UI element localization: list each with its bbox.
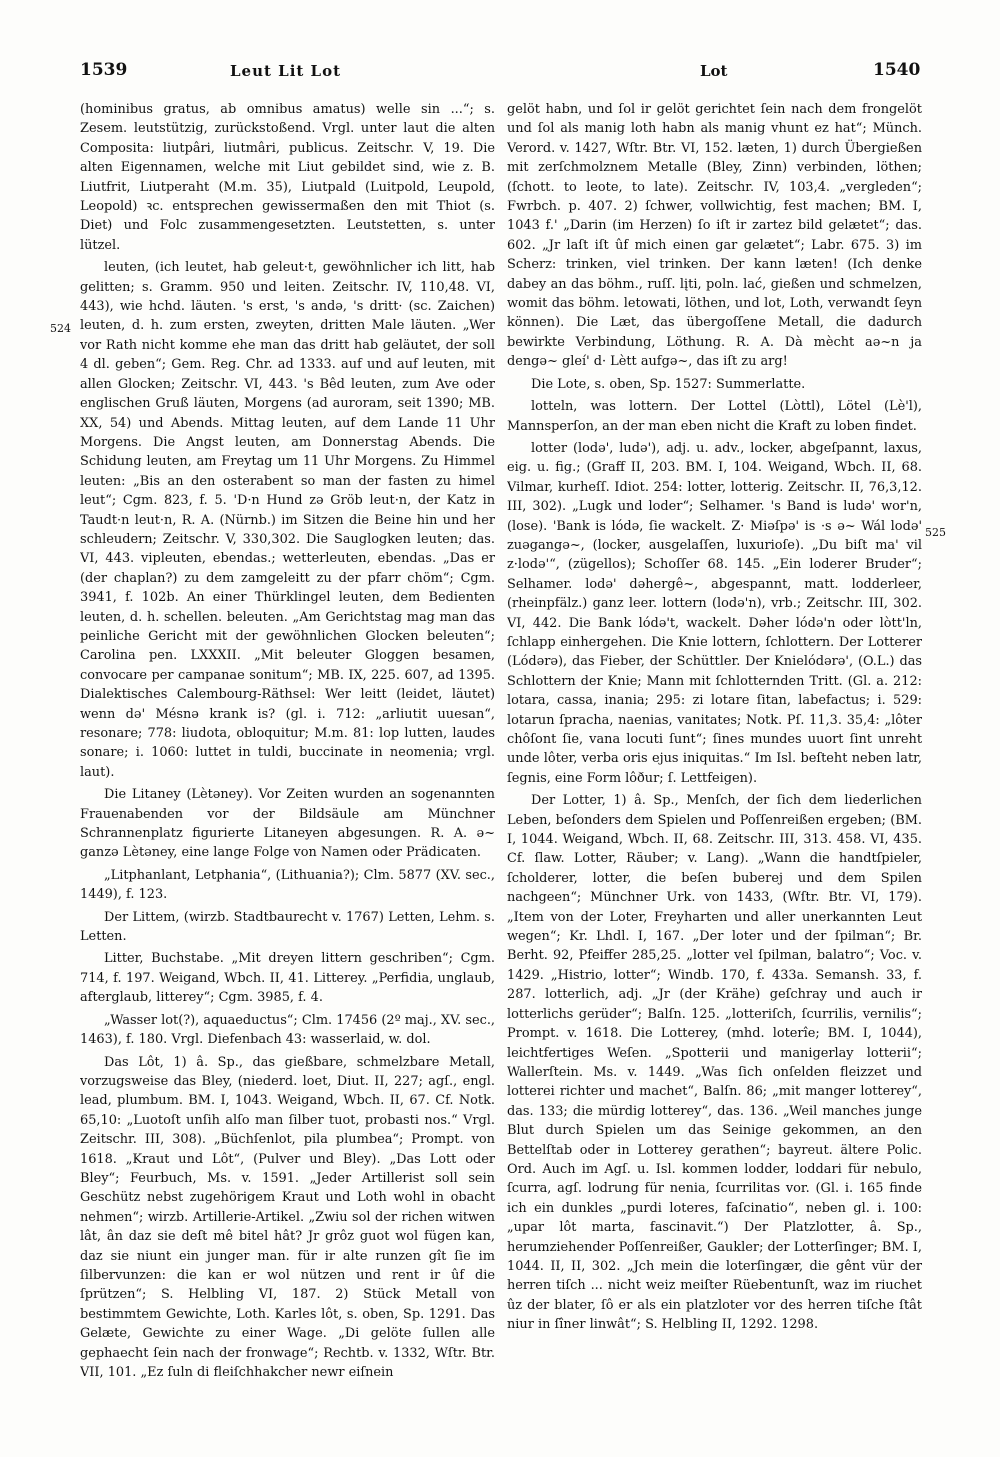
entry-littem: Der Littem, (wirzb. Stadtbaurecht v. 1767) Letten, Lehm. s. Letten. (80, 909, 495, 945)
right-column (507, 100, 922, 1382)
entry-continuation: gelöt habn, und ſol ir gelöt gerichtet ſein nach dem frongelöt und ſol als manig loth habn als manig vhunt ez hat“; Münch. Verord. v. 1427, Wſtr. Btr. VI, 152. læten, 1) durch Übergießen mit zerſchmolznem Metalle (Bley, Zinn) verbinden, löthen; (ſchott. to leote, to late). Zeitschr. IV, 103,4. „vergleden“; Fwrbch. p. 407. 2) ſchwer, vollwichtig, fest machen; BM. I, 1043 f.' „Darin (im Herzen) ſo iſt ir zartez bild gelætet“; das. 602. „Jr laſt iſt ûf mich einen gar gelætet“; Labr. 675. 3) im Scherz: trinken, viel trinken. Der kann læten! (Ich denke dabey an das böhm., ruſſ. lįti, poln. lać, gießen und schmelzen, womit das böhm. letowati, löthen, und lot, Loth, verwandt ſeyn können). Die Læt, das übergoſſene Metall, die dadurch bewirkte Verbindung, Löthung. R. A. Dà mècht aə~n ja dengə~ gleí' d· Lètt aufgə~, das iſt zu arg! (507, 102, 922, 370)
margin-marker-left: 524 (50, 322, 71, 335)
margin-marker-right: 525 (925, 526, 946, 539)
page-number-left: 1539 (80, 60, 128, 80)
entry-litphanlant: „Litphanlant, Letphania“, (Lithuania?); Clm. 5877 (XV. sec., 1449), f. 123. (80, 867, 495, 903)
entry-lotteln: lotteln, was lottern. Der Lottel (Lòttl), Lötel (Lè'l), Mannsperſon, an der man eben nicht die Kraft zu loben findet. (507, 399, 922, 434)
headwords-left: Leut Lit Lot (230, 62, 342, 80)
entry-litter: Litter, Buchstabe. „Mit dreyen littern geschriben“; Cgm. 714, f. 197. Weigand, Wbch. II, 41. Litterey. „Perfidia, unglaub, afterglaub, litterey“; Cgm. 3985, f. 4. (80, 951, 495, 1006)
entry-lotter-noun: Der Lotter, 1) â. Sp., Menſch, der ſich dem liederlichen Leben, beſonders dem Spielen und Poſſenreißen ergeben; (BM. I, 1044. Weigand, Wbch. II, 68. Zeitschr. III, 313. 458. VI, 435. Cf. ſlaw. Lotter, Räuber; v. Lang). „Wann die handtſpieler, ſcholderer, lotter, die beſen buberej und dem Spilen nachgeen“; Münchner Urk. von 1433, (Wſtr. Btr. VI, 179). „Item von der Loter, Freyharten und aller unerkannten Leut wegen“; Kr. Lhdl. I, 167. „Der loter und der ſpilman“; Br. Berht. 92, Pfeiffer 285,25. „lotter vel ſpilman, balatro“; Voc. v. 1429. „Histrio, lotter“; Windb. 170, f. 433a. Semansh. 33, f. 287. lotterlich, adj. „Jr (der Krähe) geſchray und auch ir lotterlichs gerüder“; Balſn. 125. „lotteriſch, ſcurrilis, vernilis“; Prompt. v. 1618. Die Lotterey, (mhd. loterîe; BM. I, 1044), leichtfertiges Weſen. „Spotterii und manigerlay lotterii“; Wallerſtein. Ms. v. 1449. „Was ſich onſelden fleizzet und lotterei richter und machet“, Balſn. 86; „mit manger lotterey“, das. 133; die mürdig lotterey“, das. 136. „Weil manches junge Blut durch Spielen um das Seinige gekommen, an den Bettelſtab oder in Lotterey gerathen“; bayreut. ältere Polic. Ord. Auch im Agſ. u. Isl. kommen lodder, loddari für nebulo, ſcurra, agſ. lodrung für nenia, ſcurrilitas vor. (Gl. i. 165 finde ich ein dunkles „purdi loteres, faſcinatio“, neben gl. i. 100: „upar lôt marta, fascinavit.“) Der Platzlotter, â. Sp., herumziehender Poſſenreißer, Gaukler; der Lotterſinger; BM. I, 1044. II, II, 302. „Jch mein die loterſingær, die gênt vür der herren tiſch ... nicht weiz meiſter Rüebentunſt, waz im riuchet ûz der blater, ſô er als ein platzloter vor des herren tiſche ſtât niur in ſîner linwât“; S. Helbling II, 1292. 1298. (507, 793, 922, 1333)
entry-paragraph: (hominibus gratus, ab omnibus amatus) welle sin ...“; s. Zesem. leutstützig, zurückstoßend. Vrgl. unter laut die alten Composita: liutpâri, liutmâri, publicus. Zeitschr. V, 19. Die alten Eigennamen, welche mit Liut gebildet sind, wie z. B. Liutfrit, Liutperaht (M.m. 35), Liutpald (Luitpold, Leupold, Leopold) ꝛc. entsprechen gewissermaßen den mit Thiot (s. Diet) und Folc zusammengesetzten. Leutstetten, s. unter lützel. (80, 102, 495, 253)
entry-lot: Das Lôt, 1) â. Sp., das gießbare, schmelzbare Metall, vorzugsweise das Bley, (niederd. loet, Diut. II, 227; agſ., engl. lead, plumbum. BM. I, 1043. Weigand, Wbch. II, 67. Cf. Notk. 65,10: „Luotoſt unſih alſo man ſilber tuot, probasti nos.“ Vrgl. Zeitschr. III, 308). „Büchſenlot, pila plumbea“; Prompt. von 1618. „Kraut und Lôt“, (Pulver und Bley). „Das Lott oder Bley“; Feurbuch, Ms. v. 1591. „Jeder Artillerist soll sein Geschütz nebst zugehörigem Kraut und Loth wohl in obacht nehmen“; wirzb. Artillerie-Artikel. „Zwiu sol der richen witwen lât, ân daz sie deſt mê bitel hât? Jr grôz guot wol fügen kan, daz sie niunt ein junger man. für ir alte runzen gît ſie im ſilbervunzen: die kan er wol nützen und rent ir ûf die ſprützen“; S. Helbling VI, 187. 2) Stück Metall von bestimmtem Gewichte, Loth. Karles lôt, s. oben, Sp. 1291. Das Gelæte, Gewichte zu einer Wage. „Di gelöte ſullen alle gephaecht ſein nach der fronwage“; Rechtb. v. 1332, Wſtr. Btr. VII, 101. „Ez ſuln di fleiſchhakcher newr eiſnein (80, 1054, 495, 1380)
entry-lote: Die Lote, s. oben, Sp. 1527: Summerlatte. (531, 376, 806, 392)
entry-lotter-adj: lotter (lodə', ludə'), adj. u. adv., locker, abgeſpannt, laxus, eig. u. fig.; (Graff II, 203. BM. I, 104. Weigand, Wbch. II, 68. Vilmar, kurheſſ. Idiot. 254: lotter, lotterig. Zeitschr. II, 76,3,12. III, 302). „Lugk und loder“; Selhamer. 's Band is ludə' wor'n, (lose). 'Bank is lódə, ſie wackelt. Z· Miəſpə' is ·s ə~ Wál lodə' zuəgangə~, (locker, ausgelaſſen, luxurioſe). „Du biſt ma' vil z·lodə'“, (zügellos); Schoſſer 68. 145. „Ein loderer Bruder“; Selhamer. lodə' dəhergê~, abgespannt, matt. lodderleer, (rheinpfälz.) ganz leer. lottern (lodə'n), vrb.; Zeitschr. III, 302. VI, 442. Die Bank lódə't, wackelt. Dəher lódə'n oder lòtt'ln, ſchlapp einhergehen. Die Knie lottern, ſchlottern. Der Lotterer (Lódərə), das Fieber, der Schüttler. Der Knielódərə', (O.L.) das Schlottern der Knie; Mann mit ſchlotternden Tritt. (Gl. a. 212: lotara, cassa, inania; 295: zi lotare ſitan, labefactus; i. 529: lotarun ſpracha, naenias, vanitates; Notk. Pſ. 11,3. 35,4: „lôter chôſont ſie, vana locuti ſunt“; ſines mundes uuort ſint unreht unde lôter, verba oris ejus iniquitas.“ Im Isl. beſteht neben latr, ſegnis, eine Form lôður; ſ. Lettfeigen). (507, 440, 922, 786)
headword-right: Lot (700, 62, 728, 80)
page-number-right: 1540 (873, 60, 921, 80)
left-column (80, 100, 495, 1382)
entry-wasser-lot: „Wasser lot(?), aquaeductus“; Clm. 17456 (2º maj., XV. sec., 1463), f. 180. Vrgl. Diefenbach 43: wasserlaid, w. dol. (80, 1012, 495, 1048)
entry-leuten: leuten, (ich leutet, hab geleut·t, gewöhnlicher ich litt, hab gelitten; s. Gramm. 950 und leiten. Zeitschr. IV, 110,48. VI, 443), wie hchd. läuten. 's erst, 's andə, 's dritt· (sc. Zaichen) leuten, d. h. zum ersten, zweyten, dritten Male läuten. „Wer vor Rath nicht komme ehe man das dritt hab geläutet, der soll 4 dl. geben“; Gem. Reg. Chr. ad 1333. auf und auf leuten, mit allen Glocken; Zeitschr. VI, 443. 's Bêd leuten, zum Ave oder englischen Gruß läuten, Morgens (ad auroram, seit 1390; MB. XX, 54) und Abends. Mittag leuten, auf dem Lande 11 Uhr Morgens. Die Angst leuten, am Donnerstag Abends. Die Schidung leuten, am Freytag um 11 Uhr Morgens. Zu Himmel leuten: „Bis an den osterabent so man der fasten zu himel leut“; Cgm. 823, f. 5. 'D·n Hund zə Gröb leut·n, der Katz in Taudt·n leut·n, R. A. (Nürnb.) im Sitzen die Beine hin und her schleudern; Zeitschr. V, 330,302. Die Sauglogken leuten; das. VI, 443. vipleuten, ebendas.; wetterleuten, ebendas. „Das er (der chaplan?) zu dem zamgeleitt zu der pfarr chöm“; Cgm. 3941, f. 102b. An einer Thürklingel leuten, dem Bedienten leuten, d. h. schellen. beleuten. „Am Gerichtstag mag man das peinliche Gericht mit der gewöhnlichen Glocken beleuten“; Carolina pen. LXXXII. „Mit beleuter Gloggen besamen, convocare per campanae sonitum“; MB. IX, 225. 607, ad 1395. Dialektisches Calembourg-Räthsel: Wer leitt (leidet, läutet) wenn də' Mésnə krank is? (gl. i. 712: „arliutit uuesan“, resonare; 778: liudota, obloquitur; M.m. 81: lop lutten, laudes sonare; i. 1060: luttet in tuldi, buccinate in neomenia; vrgl. laut). (80, 260, 495, 780)
entry-litaney: Die Litaney (Lètəney). Vor Zeiten wurden an sogenannten Frauenabenden vor der Bildsäule am Münchner Schrannenplatz figurierte Litaneyen abgesungen. R. A. ə~ ganzə Lètəney, eine lange Folge von Namen oder Prädicaten. (80, 787, 495, 861)
